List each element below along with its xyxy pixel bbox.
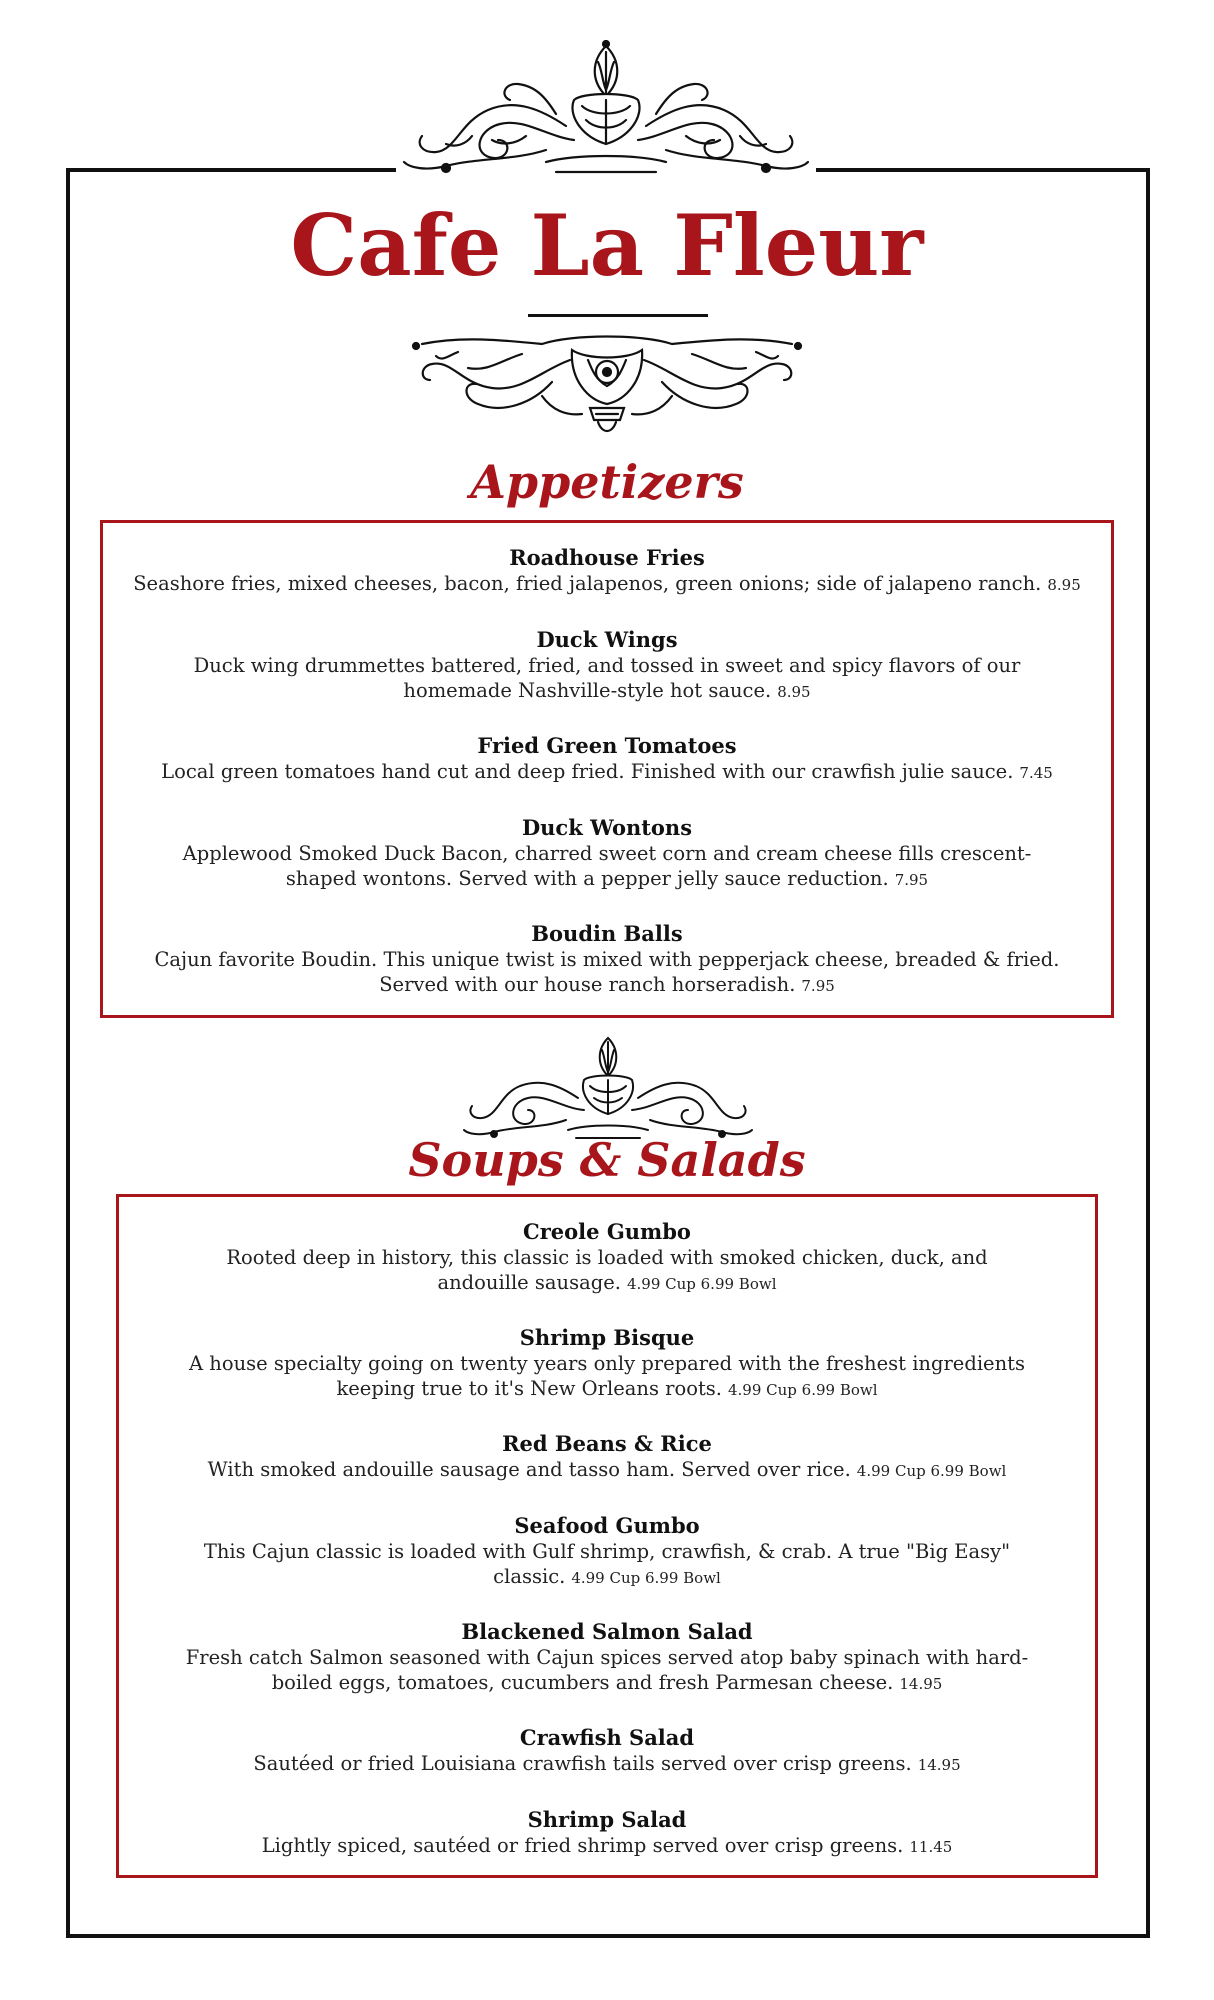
list-item (103, 545, 1111, 598)
item-description: Sautéed or fried Louisiana crawfish tails served over crisp greens. 14.95 (253, 1752, 961, 1775)
item-price: 7.45 (1019, 764, 1053, 782)
item-name: Boudin Balls (531, 921, 683, 946)
item-price: 14.95 (899, 1675, 943, 1693)
ornament-under-title-icon (402, 330, 812, 440)
item-name: Roadhouse Fries (509, 545, 705, 570)
item-description: Rooted deep in history, this classic is loaded with smoked chicken, duck, and andouille sausage. 4.99 Cup 6.99 Bowl (226, 1246, 988, 1294)
item-price: 4.99 Cup 6.99 Bowl (626, 1275, 777, 1293)
soups-salads-box (116, 1194, 1098, 1878)
item-name: Red Beans & Rice (502, 1431, 712, 1456)
list-item (119, 1431, 1095, 1484)
item-price: 8.95 (1047, 576, 1081, 594)
item-name: Shrimp Salad (527, 1807, 687, 1832)
item-description: Duck wing drummettes battered, fried, and tossed in sweet and spicy flavors of our homemade Nashville-style hot sauce. 8.95 (193, 654, 1021, 702)
item-price: 11.45 (909, 1838, 953, 1856)
item-description: Fresh catch Salmon seasoned with Cajun spices served atop baby spinach with hard-boiled eggs, tomatoes, cucumbers and fresh Parmesan cheese. 14.95 (185, 1646, 1029, 1694)
list-item (119, 1513, 1095, 1591)
list-item (119, 1325, 1095, 1403)
item-description: Local green tomatoes hand cut and deep fried. Finished with our crawfish julie sauce. 7.45 (161, 760, 1053, 783)
item-price: 7.95 (801, 977, 835, 995)
item-price: 7.95 (894, 871, 929, 889)
list-item (119, 1619, 1095, 1697)
item-name: Shrimp Bisque (519, 1325, 695, 1350)
ornament-top-icon (396, 40, 816, 182)
list-item (103, 733, 1111, 786)
list-item (119, 1807, 1095, 1860)
item-price: 14.95 (917, 1756, 961, 1774)
appetizers-box (100, 520, 1114, 1018)
item-name: Creole Gumbo (523, 1219, 691, 1244)
item-name: Duck Wings (536, 627, 678, 652)
item-name: Crawfish Salad (519, 1725, 695, 1750)
item-name: Seafood Gumbo (514, 1513, 700, 1538)
item-name: Duck Wontons (521, 815, 693, 840)
item-price: 4.99 Cup 6.99 Bowl (728, 1381, 878, 1399)
item-description: A house specialty going on twenty years only prepared with the freshest ingredients keeping true to it's New Orleans roots. 4.99 Cup 6.99 Bowl (189, 1352, 1025, 1400)
list-item (103, 921, 1111, 999)
list-item (103, 815, 1111, 893)
list-item (119, 1219, 1095, 1297)
appetizers-heading: Appetizers (470, 455, 744, 509)
restaurant-title: Cafe La Fleur (290, 196, 924, 295)
item-description: Seashore fries, mixed cheeses, bacon, fried jalapenos, green onions; side of jalapeno ranch. 8.95 (133, 572, 1081, 595)
item-name: Fried Green Tomatoes (477, 733, 737, 758)
item-price: 4.99 Cup 6.99 Bowl (856, 1462, 1007, 1480)
item-price: 8.95 (777, 683, 811, 701)
item-description: Applewood Smoked Duck Bacon, charred sweet corn and cream cheese fills crescent-shaped wontons. Served with a pepper jelly sauce reduction. 7.95 (182, 842, 1032, 890)
item-description: With smoked andouille sausage and tasso ham. Served over rice. 4.99 Cup 6.99 Bowl (207, 1458, 1007, 1481)
title-divider (528, 314, 708, 317)
item-price: 4.99 Cup 6.99 Bowl (571, 1569, 721, 1587)
list-item (103, 627, 1111, 705)
list-item (119, 1725, 1095, 1778)
item-description: Cajun favorite Boudin. This unique twist is mixed with pepperjack cheese, breaded & fried. Served with our house ranch horseradish. 7.95 (154, 948, 1060, 996)
item-description: Lightly spiced, sautéed or fried shrimp served over crisp greens. 11.45 (261, 1834, 953, 1857)
item-description: This Cajun classic is loaded with Gulf shrimp, crawfish, & crab. A true "Big Easy" classic. 4.99 Cup 6.99 Bowl (203, 1540, 1011, 1588)
soups-salads-heading: Soups & Salads (408, 1133, 806, 1187)
ornament-soups-icon (458, 1034, 758, 1144)
item-name: Blackened Salmon Salad (461, 1619, 753, 1644)
